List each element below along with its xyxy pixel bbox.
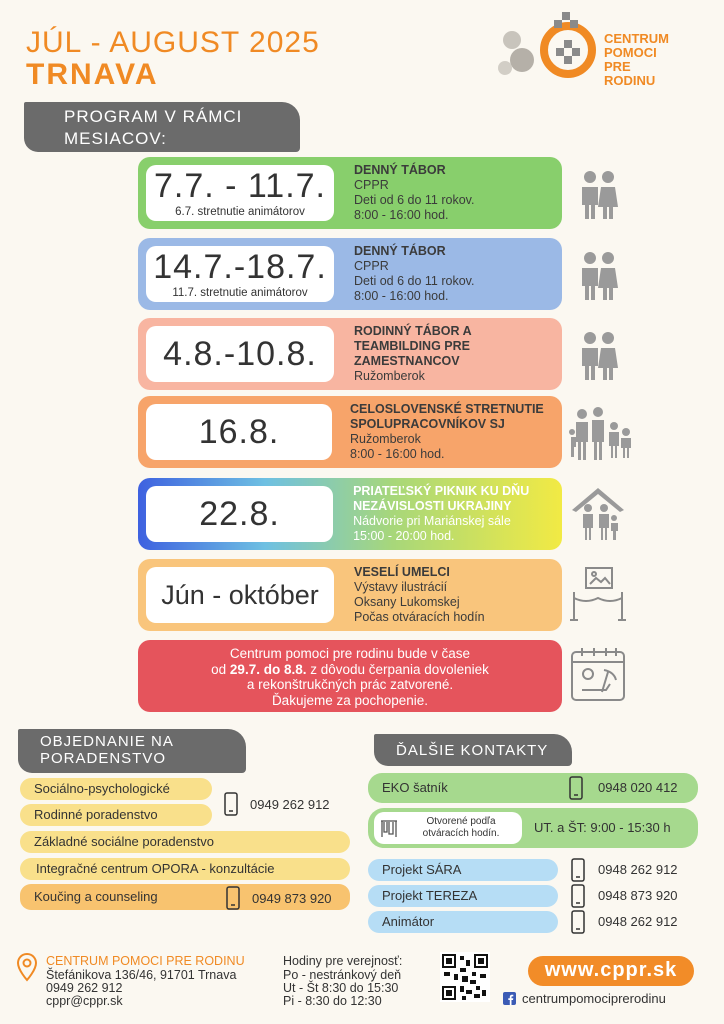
- event-date-box: [146, 326, 334, 382]
- event-date-note: 11.7. stretnutie animátorov: [172, 287, 308, 299]
- event-date: 22.8.: [199, 495, 280, 533]
- closure-notice: Centrum pomoci pre rodinu bude v čase od 29.7. do 8.8. z dôvodu čerpania dovoleniek a rekonštrukčných prác zatvorené. Ďakujeme za pochopenie.: [138, 640, 562, 712]
- event-info: DENNÝ TÁBOR CPPR Deti od 6 do 11 rokov. 8:00 - 16:00 hod.: [354, 163, 475, 222]
- event-title: DENNÝ TÁBOR: [354, 163, 446, 177]
- service-pill: Integračné centrum OPORA - konzultácie: [20, 858, 350, 880]
- family-house-icon: [568, 484, 628, 544]
- facebook-icon[interactable]: [503, 992, 516, 1005]
- phone-icon: [570, 858, 586, 882]
- event-title: VESELÍ UMELCI: [354, 565, 450, 579]
- hours-line: Ut - Št 8:30 do 15:30: [283, 981, 399, 995]
- event-date-box: [146, 165, 334, 221]
- service-pill: Základné sociálne poradenstvo: [20, 831, 350, 853]
- event-title: DENNÝ TÁBOR: [354, 244, 446, 258]
- event-card: [138, 318, 562, 390]
- consultation-banner: OBJEDNANIE NA PORADENSTVO: [18, 729, 246, 773]
- service-pill: Koučing a counseling: [20, 884, 350, 910]
- event-info: PRIATEĽSKÝ PIKNIK KU DŇU NEZÁVISLOSTI UKRAJINY Nádvorie pri Mariánskej sále 15:00 - 20:00 hod.: [353, 484, 562, 544]
- phone-icon: [568, 776, 584, 800]
- footer-address: Štefánikova 136/46, 91701 Trnava: [46, 968, 237, 982]
- event-date: 14.7.-18.7.: [153, 248, 327, 286]
- phone-icon: [225, 886, 241, 910]
- opening-hours: UT. a ŠT: 9:00 - 15:30 h: [534, 820, 671, 835]
- event-card: [138, 238, 562, 310]
- event-date: 16.8.: [198, 413, 280, 451]
- opening-note: Otvorené podľa otváracích hodín.: [422, 816, 500, 839]
- event-date-box: [146, 246, 334, 302]
- location-pin-icon: [16, 952, 38, 982]
- project-pill: Projekt SÁRA: [368, 859, 558, 881]
- service-pill: Sociálno-psychologické: [20, 778, 212, 800]
- footer-email[interactable]: cppr@cppr.sk: [46, 994, 123, 1008]
- page-city: TRNAVA: [26, 58, 159, 91]
- event-card: [138, 157, 562, 229]
- clothes-rack-icon: [380, 818, 398, 838]
- event-title: CELOSLOVENSKÉ STRETNUTIE SPOLUPRACOVNÍKOV SJ: [350, 402, 544, 431]
- event-date: 7.7. - 11.7.: [153, 167, 327, 205]
- event-date-box: [146, 567, 334, 623]
- page-title: JÚL - AUGUST 2025: [26, 26, 320, 59]
- program-banner: PROGRAM V RÁMCI MESIACOV:: [24, 102, 300, 152]
- hours-line: Po - nestránkový deň: [283, 968, 402, 982]
- event-card: [138, 396, 562, 468]
- service-pill: Rodinné poradenstvo: [20, 804, 212, 826]
- event-title: PRIATEĽSKÝ PIKNIK KU DŇU NEZÁVISLOSTI UKRAJINY: [353, 484, 530, 513]
- event-date: Jún - október: [161, 580, 319, 610]
- event-info: RODINNÝ TÁBOR A TEAMBILDING PRE ZAMESTNANCOV Ružomberok: [354, 324, 544, 384]
- event-title: RODINNÝ TÁBOR A TEAMBILDING PRE ZAMESTNANCOV: [354, 324, 472, 368]
- children-icon: [568, 326, 628, 386]
- event-date: 4.8.-10.8.: [163, 335, 317, 373]
- children-icon: [568, 246, 628, 306]
- logo-text: CENTRUM POMOCI PRE RODINU: [604, 31, 669, 88]
- facebook-handle[interactable]: centrumpomociprerodinu: [522, 991, 666, 1006]
- event-date-box: [146, 404, 332, 460]
- event-date-box: [146, 486, 333, 542]
- hours-title: Hodiny pre verejnosť:: [283, 954, 403, 968]
- website-link[interactable]: www.cppr.sk: [528, 956, 694, 986]
- family-icon: [568, 404, 636, 464]
- event-info: VESELÍ UMELCI Výstavy ilustrácií Oksany Lukomskej Počas otváracích hodín: [354, 565, 485, 624]
- phone-number[interactable]: 0948 020 412: [598, 780, 678, 795]
- hours-line: Pi - 8:30 do 12:30: [283, 994, 382, 1008]
- event-date-note: 6.7. stretnutie animátorov: [175, 206, 305, 218]
- calendar-vacation-icon: [568, 646, 628, 706]
- eko-label: EKO šatník: [382, 780, 448, 795]
- phone-number[interactable]: 0948 873 920: [598, 888, 678, 903]
- children-icon: [568, 165, 628, 225]
- footer-org: CENTRUM POMOCI PRE RODINU: [46, 954, 245, 968]
- event-card: [138, 559, 562, 631]
- footer-phone[interactable]: 0949 262 912: [46, 981, 123, 995]
- phone-icon: [570, 884, 586, 908]
- phone-number[interactable]: 0949 262 912: [250, 797, 330, 812]
- exhibition-icon: [568, 564, 628, 624]
- project-pill: Projekt TEREZA: [368, 885, 558, 907]
- phone-number[interactable]: 0948 262 912: [598, 862, 678, 877]
- phone-icon: [223, 792, 239, 816]
- contacts-banner: ĎALŠIE KONTAKTY: [374, 734, 572, 766]
- event-card: [138, 478, 562, 550]
- qr-code-icon[interactable]: [440, 952, 490, 1002]
- event-info: CELOSLOVENSKÉ STRETNUTIE SPOLUPRACOVNÍKOV SJ Ružomberok 8:00 - 16:00 hod.: [350, 402, 560, 462]
- phone-number[interactable]: 0949 873 920: [252, 891, 332, 906]
- opening-note-box: [374, 812, 522, 844]
- eko-row: [368, 773, 698, 803]
- phone-icon: [570, 910, 586, 934]
- phone-number[interactable]: 0948 262 912: [598, 914, 678, 929]
- opening-row: [368, 808, 698, 848]
- project-pill: Animátor: [368, 911, 558, 933]
- event-info: DENNÝ TÁBOR CPPR Deti od 6 do 11 rokov. 8:00 - 16:00 hod.: [354, 244, 475, 303]
